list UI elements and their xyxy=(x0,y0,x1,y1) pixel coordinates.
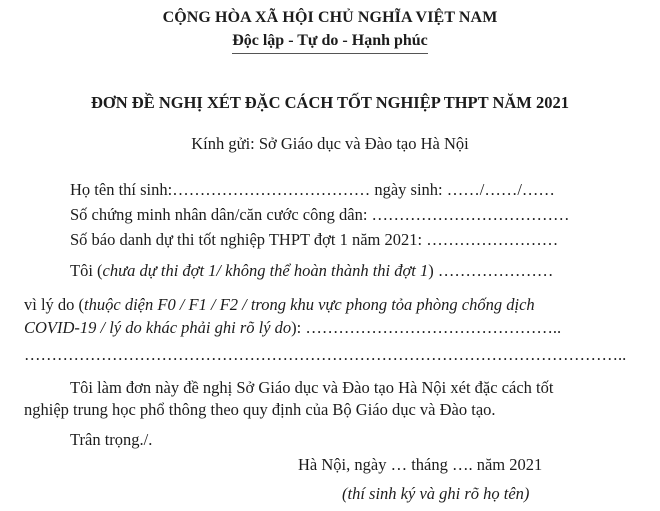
recipient-line: Kính gửi: Sở Giáo dục và Đào tạo Hà Nội xyxy=(191,134,469,153)
reason-blank[interactable]: ): ……………………………………….. xyxy=(291,318,562,337)
status-blank[interactable]: ) ………………… xyxy=(428,261,554,280)
request-line-1: Tôi làm đơn này đề nghị Sở Giáo dục và Đào tạo Hà Nội xét đặc cách tốt xyxy=(70,378,554,397)
reason-prefix: vì lý do ( xyxy=(24,295,85,314)
dob-blank[interactable]: ……/……/…… xyxy=(446,180,555,199)
status-row xyxy=(70,261,553,281)
reason-blank-line[interactable]: ……………………………………………………………………………………………….. xyxy=(24,345,627,364)
motto-text: Độc lập - Tự do - Hạnh phúc xyxy=(232,31,428,54)
signature-note: (thí sinh ký và ghi rõ họ tên) xyxy=(342,484,530,503)
reason-options-1: thuộc diện F0 / F1 / F2 / trong khu vực phong tỏa phòng chống dịch xyxy=(84,295,535,314)
student-name-blank[interactable]: ……………………………… xyxy=(172,180,371,199)
reason-options-2: COVID-19 / lý do khác phải ghi rõ lý do xyxy=(24,318,292,337)
exam-number-label: Số báo danh dự thi tốt nghiệp THPT đợt 1 năm 2021: xyxy=(70,230,427,249)
nation-header: CỘNG HÒA XÃ HỘI CHỦ NGHĨA VIỆT NAM xyxy=(162,9,498,26)
status-options: chưa dự thi đợt 1/ không thể hoàn thành thi đợt 1 xyxy=(102,261,429,280)
student-name-row xyxy=(70,180,555,200)
closing-text: Trân trọng./. xyxy=(70,430,153,449)
reason-row-1 xyxy=(24,295,535,315)
dob-label: ngày sinh: xyxy=(370,180,447,199)
id-number-row xyxy=(70,205,570,225)
document-title: ĐƠN ĐỀ NGHỊ XÉT ĐẶC CÁCH TỐT NGHIỆP THPT NĂM 2021 xyxy=(91,93,569,112)
motto-header xyxy=(0,31,660,54)
place-date: Hà Nội, ngày … tháng …. năm 2021 xyxy=(298,455,543,474)
id-number-label: Số chứng minh nhân dân/căn cước công dân: xyxy=(70,205,372,224)
exam-number-blank[interactable]: …………………… xyxy=(426,230,559,249)
id-number-blank[interactable]: ……………………………… xyxy=(371,205,570,224)
reason-row-2 xyxy=(24,318,561,338)
status-prefix: Tôi ( xyxy=(70,261,103,280)
exam-number-row xyxy=(70,230,558,250)
request-line-2: nghiệp trung học phổ thông theo quy định của Bộ Giáo dục và Đào tạo. xyxy=(24,400,496,419)
student-name-label: Họ tên thí sinh: xyxy=(70,180,173,199)
